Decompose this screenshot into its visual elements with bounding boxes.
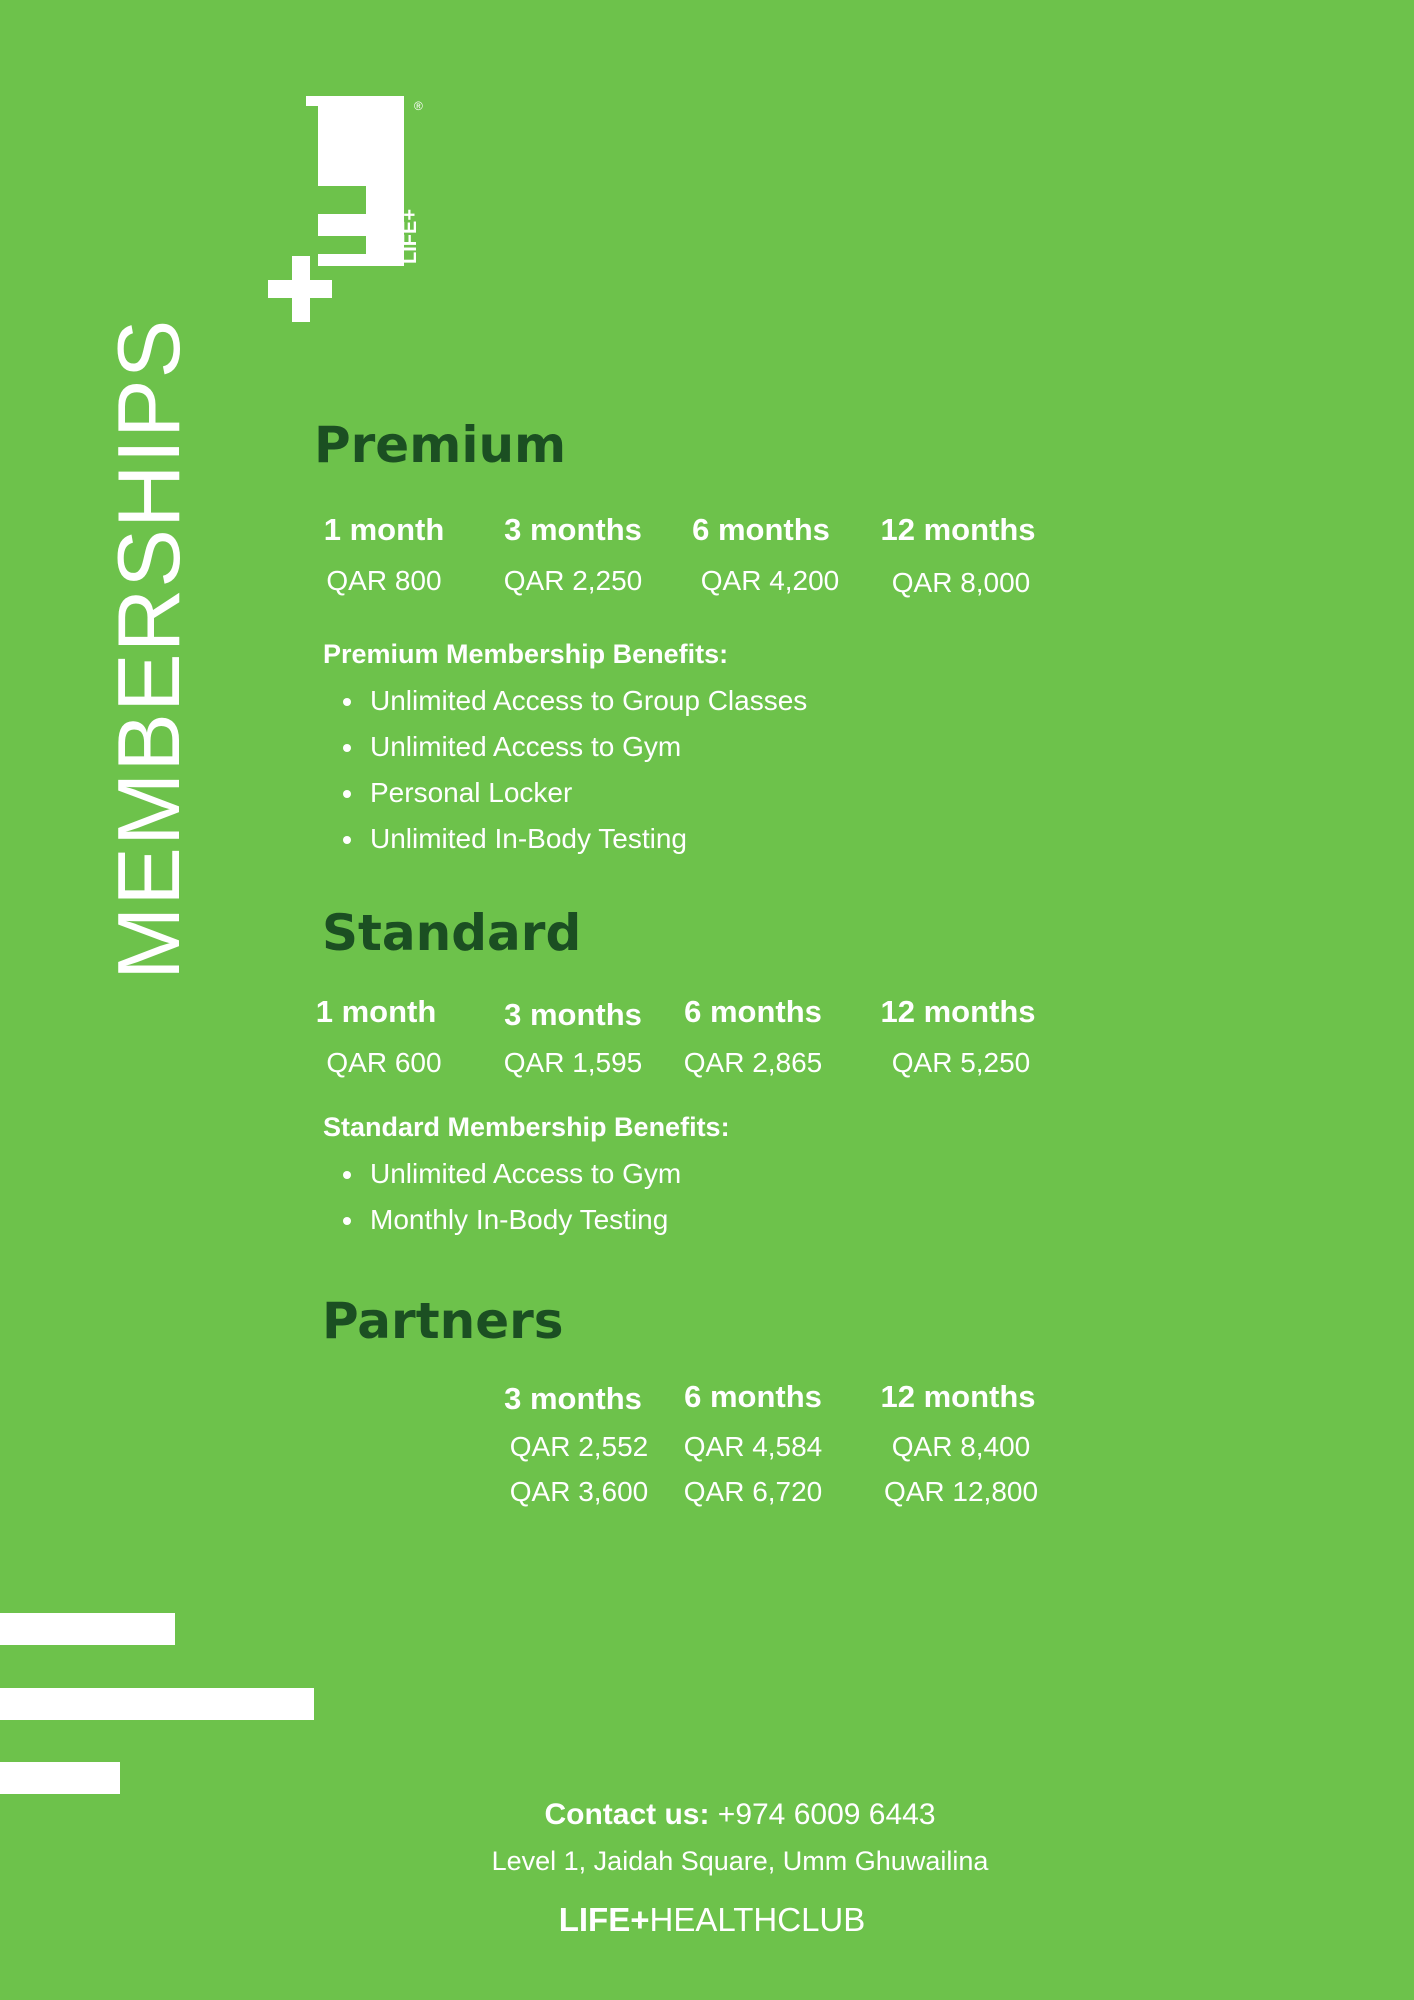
decorative-bar-2 [0, 1688, 314, 1720]
partners-price-3a: QAR 8,400 [891, 1431, 1031, 1462]
partners-duration-3: 12 months [880, 1379, 1036, 1414]
brand-light: HEALTHCLUB [649, 1901, 866, 1938]
premium-duration-3: 6 months [692, 512, 830, 547]
premium-duration-2: 3 months [504, 512, 642, 547]
contact-label: Contact us: [544, 1798, 710, 1831]
list-item: Monthly In-Body Testing [323, 1197, 681, 1243]
address: Level 1, Jaidah Square, Umm Ghuwailina [491, 1846, 989, 1876]
partners-duration-1: 3 months [504, 1381, 642, 1416]
standard-price-2: QAR 1,595 [503, 1047, 643, 1078]
premium-price-1: QAR 800 [326, 565, 442, 596]
contact-phone: +974 6009 6443 [717, 1798, 936, 1831]
logo-wordmark: LIFE+ [399, 208, 421, 264]
logo-registered: ® [414, 99, 423, 113]
list-item: Unlimited In-Body Testing [323, 816, 807, 862]
standard-price-3: QAR 2,865 [683, 1047, 823, 1078]
premium-price-2: QAR 2,250 [503, 565, 643, 596]
standard-title: Standard [322, 904, 582, 962]
premium-price-3: QAR 4,200 [700, 565, 840, 596]
memberships-vertical-title: MEMBERSHIPS [99, 318, 198, 980]
standard-price-4: QAR 5,250 [891, 1047, 1031, 1078]
partners-title: Partners [322, 1292, 564, 1350]
contact-line [0, 1800, 1414, 1830]
standard-duration-2: 3 months [504, 997, 642, 1032]
premium-price-4: QAR 8,000 [891, 567, 1031, 598]
list-item: Unlimited Access to Gym [323, 724, 807, 770]
premium-title: Premium [314, 416, 567, 474]
standard-duration-3: 6 months [684, 994, 822, 1029]
decorative-bar-3 [0, 1762, 120, 1794]
premium-duration-1: 1 month [323, 512, 445, 547]
standard-duration-1: 1 month [315, 994, 437, 1029]
premium-duration-4: 12 months [880, 512, 1036, 547]
list-item: Unlimited Access to Gym [323, 1151, 681, 1197]
partners-price-2b: QAR 6,720 [683, 1476, 823, 1507]
decorative-bar-1 [0, 1613, 175, 1645]
standard-price-1: QAR 600 [326, 1047, 442, 1078]
lifeplus-logo [266, 96, 436, 322]
list-item: Unlimited Access to Group Classes [323, 678, 807, 724]
partners-price-2a: QAR 4,584 [683, 1431, 823, 1462]
standard-duration-4: 12 months [880, 994, 1036, 1029]
partners-price-1a: QAR 2,552 [509, 1431, 649, 1462]
partners-price-3b: QAR 12,800 [883, 1476, 1039, 1507]
standard-benefits-title: Standard Membership Benefits: [323, 1112, 730, 1142]
partners-duration-2: 6 months [684, 1379, 822, 1414]
partners-price-1b: QAR 3,600 [509, 1476, 649, 1507]
premium-benefits-list [323, 678, 807, 862]
premium-benefits-title: Premium Membership Benefits: [323, 639, 729, 669]
brand-footer [0, 1903, 1414, 1936]
standard-benefits-list [323, 1151, 681, 1243]
brand-bold: LIFE+ [558, 1901, 650, 1938]
list-item: Personal Locker [323, 770, 807, 816]
